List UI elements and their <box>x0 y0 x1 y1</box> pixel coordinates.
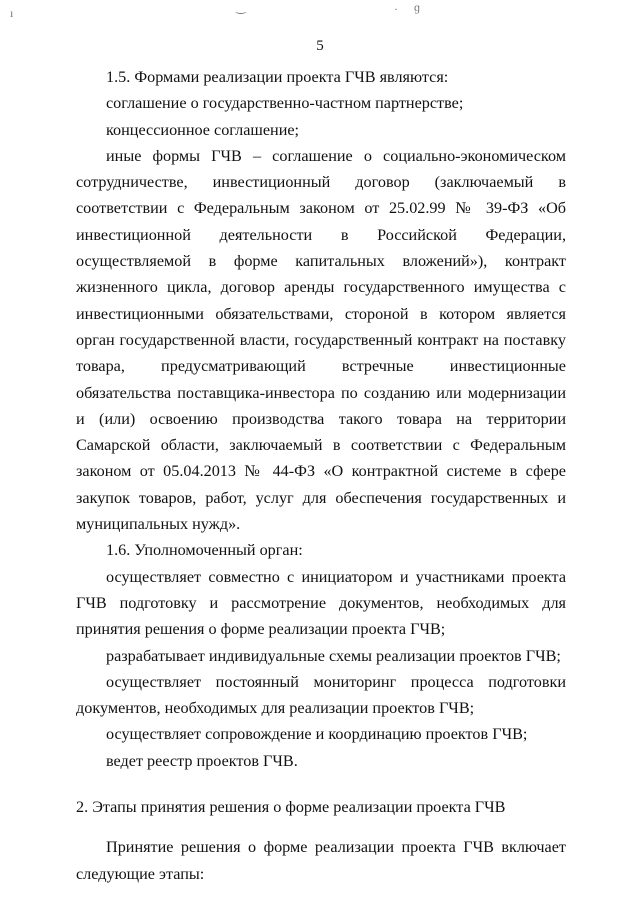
clause-1-6-heading: 1.6. Уполномоченный орган: <box>106 541 303 560</box>
scan-artifact-mark: ı <box>10 6 14 20</box>
document-body <box>76 64 566 887</box>
list-item: разрабатывает индивидуальные схемы реализации проектов ГЧВ; <box>106 646 561 665</box>
clause-1-5-heading: 1.5. Формами реализации проекта ГЧВ являются: <box>106 68 449 86</box>
list-item: иные формы ГЧВ – соглашение о социально-экономическом сотрудничестве, инвестиционный договор (заключаемый в соответствии с Федеральным законом от 25.02.99 № 39-ФЗ «Об инвестиционной деятельности в Российской Федерации, осуществляемой в форме капитальных вложений»), контракт жизненного цикла, договор аренды государственного имущества с инвестиционными обязательствами, стороной в котором является орган государственной власти, государственный контракт на поставку товара, предусматривающий встречные инвестиционные обязательства поставщика-инвестора по созданию или модернизации и (или) освоению производства такого товара на территории Самарской области, заключаемый в соответствии с Федеральным законом от 05.04.2013 № 44-ФЗ «О контрактной системе в сфере закупок товаров, работ, услуг для обеспечения государственных и муниципальных нужд». <box>76 146 566 534</box>
list-item: концессионное соглашение; <box>106 120 300 139</box>
scan-artifact-mark: ɡ <box>414 0 420 14</box>
scan-artifact-mark: · <box>394 2 398 16</box>
page-number: 5 <box>316 38 324 54</box>
list-item: осуществляет сопровождение и координацию проектов ГЧВ; <box>106 725 528 744</box>
list-item: соглашение о государственно-частном партнерстве; <box>106 94 464 113</box>
list-item: осуществляет постоянный мониторинг процесса подготовки документов, необходимых для реализации проектов ГЧВ; <box>76 672 566 718</box>
closing-paragraph: Принятие решения о форме реализации проекта ГЧВ включает следующие этапы: <box>76 838 566 883</box>
scan-artifact-mark: ‿ <box>236 0 246 14</box>
list-item: ведет реестр проектов ГЧВ. <box>106 751 298 770</box>
section-heading: 2. Этапы принятия решения о форме реализации проекта ГЧВ <box>76 798 506 817</box>
list-item: осуществляет совместно с инициатором и участниками проекта ГЧВ подготовку и рассмотрение документов, необходимых для принятия решения о форме реализации проекта ГЧВ; <box>76 567 566 639</box>
